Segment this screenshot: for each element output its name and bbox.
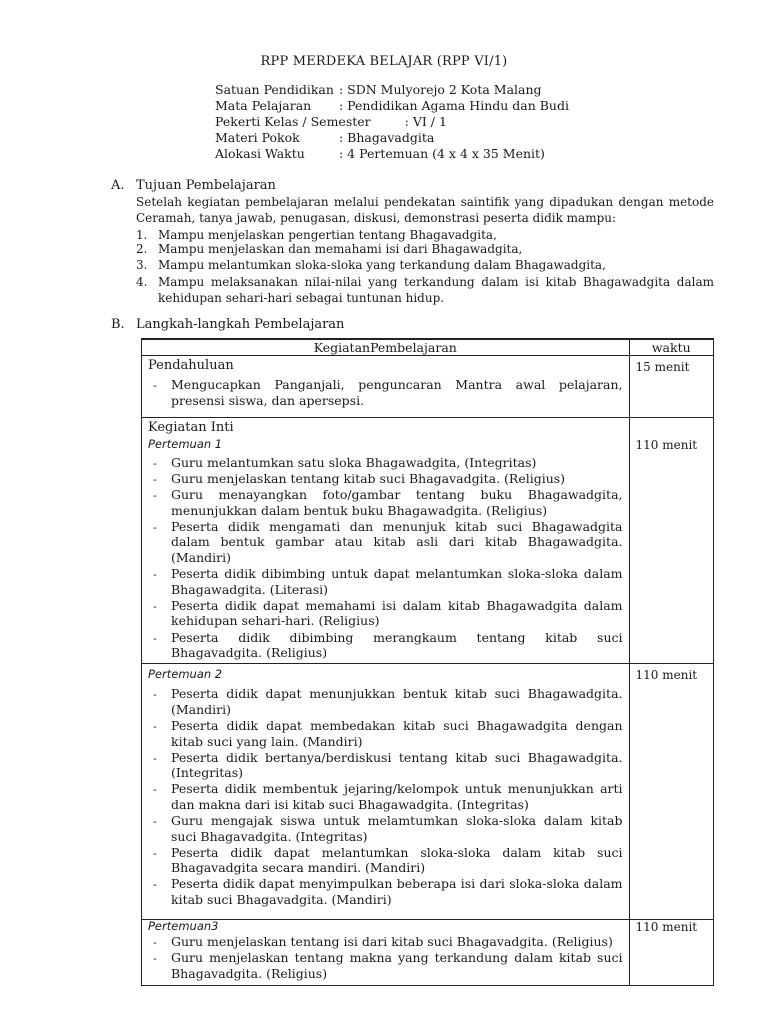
info-value: : SDN Mulyorejo 2 Kota Malang <box>339 82 542 97</box>
info-value: : Pendidikan Agama Hindu dan Budi <box>339 98 569 113</box>
list-item <box>148 845 623 876</box>
activity-cell <box>142 920 630 986</box>
item-text: Mampu melantumkan sloka-sloka yang terkandung dalam Bhagawadgita, <box>158 258 606 272</box>
section-letter: A. <box>111 178 125 193</box>
header-activity: KegiatanPembelajaran <box>142 339 630 356</box>
list-item <box>148 718 623 749</box>
item-text: - Guru menayangkan foto/gambar tentang buku Bhagawadgita, menunjukkan dalam bentuk buku Bhagawadgita. (Religius) <box>171 487 623 518</box>
item-text: - Peserta didik dibimbing untuk dapat melantumkan sloka-sloka dalam Bhagawadgita. (Literasi) <box>171 566 623 597</box>
list-item <box>148 566 623 597</box>
meeting-label: Pertemuan 1 <box>148 437 223 451</box>
objectives-intro <box>136 194 714 226</box>
learning-steps-table <box>141 338 714 986</box>
item-text: - Peserta didik dibimbing merangkaum tentang kitab suci Bhagavadgita. (Religius) <box>171 629 623 661</box>
time-cell: 110 menit <box>629 418 713 664</box>
item-number: 4. <box>136 275 148 289</box>
info-value: : 4 Pertemuan (4 x 4 x 35 Menit) <box>339 146 545 161</box>
info-row-topic <box>215 130 569 146</box>
info-row-school <box>215 82 569 98</box>
list-item <box>148 598 623 629</box>
info-label: Materi Pokok <box>215 130 300 145</box>
list-item <box>148 519 623 566</box>
intro-line-2: Ceramah, tanya jawab, penugasan, diskusi, demonstrasi peserta didik mampu: <box>136 211 617 225</box>
activity-cell <box>142 356 630 418</box>
time-cell: 110 menit <box>629 920 713 986</box>
list-item <box>148 950 623 981</box>
info-label: Satuan Pendidikan <box>215 82 334 97</box>
info-label: Pekerti Kelas / Semester <box>215 114 371 129</box>
info-row-subject <box>215 98 569 114</box>
item-text: - Guru menjelaskan tentang makna yang terkandung dalam kitab suci Bhagavadgita. (Religius) <box>171 950 623 981</box>
meeting-label: Pertemuan3 <box>148 919 219 934</box>
list-item <box>136 274 714 306</box>
table-row <box>142 418 714 664</box>
list-item <box>148 487 623 518</box>
section-a-heading <box>111 178 276 193</box>
meeting-label: Pertemuan 2 <box>148 667 223 682</box>
info-row-time <box>215 146 569 162</box>
identity-block <box>215 82 569 162</box>
info-value: : Bhagavadgita <box>339 130 435 145</box>
item-text: Mampu melaksanakan nilai-nilai yang terkandung dalam isi kitab Bhagawadgita dalam kehidupan sehari-hari sebagai tuntunan hidup. <box>158 275 714 305</box>
activity-list <box>148 455 623 661</box>
list-item <box>148 455 623 471</box>
table-row <box>142 356 714 418</box>
item-text: - Guru melantumkan satu sloka Bhagawadgita, (Integritas) <box>171 455 537 470</box>
phase-title: Pendahuluan <box>148 358 234 373</box>
item-number: 1. <box>136 228 148 242</box>
objectives-list <box>136 228 714 306</box>
list-item <box>148 630 623 661</box>
item-text: - Peserta didik dapat memahami isi dalam kitab Bhagawadgita dalam kehidupan sehari-hari. (Religius) <box>171 597 623 629</box>
document-title: RPP MERDEKA BELAJAR (RPP VI/1) <box>260 54 508 69</box>
item-text: - Peserta didik membentuk jejaring/kelompok untuk menunjukkan arti dan makna dari isi kitab suci Bhagawadgita. (Integritas) <box>171 781 623 812</box>
info-value: : VI / 1 <box>404 114 447 129</box>
info-label: Alokasi Waktu <box>215 146 305 161</box>
info-row-class <box>215 114 569 130</box>
list-item <box>148 750 623 781</box>
intro-line-1: Setelah kegiatan pembelajaran melalui pendekatan saintifik yang dipadukan dengan metode <box>136 195 714 209</box>
item-text: Mampu menjelaskan pengertian tentang Bhagavadgita, <box>158 228 497 242</box>
time-cell: 15 menit <box>629 356 713 418</box>
list-item <box>148 377 623 408</box>
list-item <box>148 686 623 717</box>
item-text: - Peserta didik dapat menunjukkan bentuk kitab suci Bhagawadgita. (Mandiri) <box>171 686 623 717</box>
item-text: - Peserta didik dapat menyimpulkan beberapa isi dari sloka-sloka dalam kitab suci Bhagavadgita. (Mandiri) <box>171 876 623 907</box>
item-text: - Peserta didik dapat membedakan kitab suci Bhagawadgita dengan kitab suci yang lain. (Mandiri) <box>171 717 623 749</box>
list-item <box>148 934 623 950</box>
item-text: - Guru mengajak siswa untuk melamtumkan sloka-sloka dalam kitab suci Bhagavadgita. (Integritas) <box>171 812 623 844</box>
section-title: Tujuan Pembelajaran <box>136 178 276 193</box>
activity-cell <box>142 418 630 664</box>
item-text: - Peserta didik bertanya/berdiskusi tentang kitab suci Bhagawadgita. (Integritas) <box>171 749 623 781</box>
list-item <box>148 471 623 487</box>
table-row <box>142 920 714 986</box>
list-item <box>148 813 623 844</box>
activity-list <box>148 934 623 981</box>
list-item <box>148 781 623 812</box>
list-item <box>136 242 714 256</box>
table-header-row <box>142 339 714 356</box>
activity-cell <box>142 664 630 920</box>
item-text: Mampu menjelaskan dan memahami isi dari Bhagawadgita, <box>158 242 523 256</box>
item-text: - Guru menjelaskan tentang isi dari kitab suci Bhagavadgita. (Religius) <box>171 934 613 950</box>
item-text: - Peserta didik dapat melantumkan sloka-sloka dalam kitab suci Bhagavadgita secara mandiri. (Mandiri) <box>171 844 623 876</box>
item-text: - Mengucapkan Panganjali, penguncaran Mantra awal pelajaran, presensi siswa, dan apersepsi. <box>171 377 623 408</box>
section-letter: B. <box>111 317 125 332</box>
activity-list <box>148 686 623 907</box>
info-label: Mata Pelajaran <box>215 98 312 113</box>
time-cell: 110 menit <box>629 664 713 920</box>
table-row <box>142 664 714 920</box>
list-item <box>136 258 714 272</box>
header-time: waktu <box>629 339 713 356</box>
item-number: 2. <box>136 242 148 256</box>
activity-list <box>148 377 623 408</box>
list-item <box>148 876 623 907</box>
phase-title: Kegiatan Inti <box>148 420 234 435</box>
item-number: 3. <box>136 258 148 272</box>
section-title: Langkah-langkah Pembelajaran <box>136 317 345 332</box>
item-text: - Guru menjelaskan tentang kitab suci Bhagavadgita. (Religius) <box>171 471 566 487</box>
list-item <box>136 228 714 242</box>
item-text: - Peserta didik mengamati dan menunjuk kitab suci Bhagawadgita dalam bentuk gambar atau kitab asli dari kitab Bhagawadgita. (Mandiri) <box>171 518 623 566</box>
section-b-heading <box>111 317 344 332</box>
